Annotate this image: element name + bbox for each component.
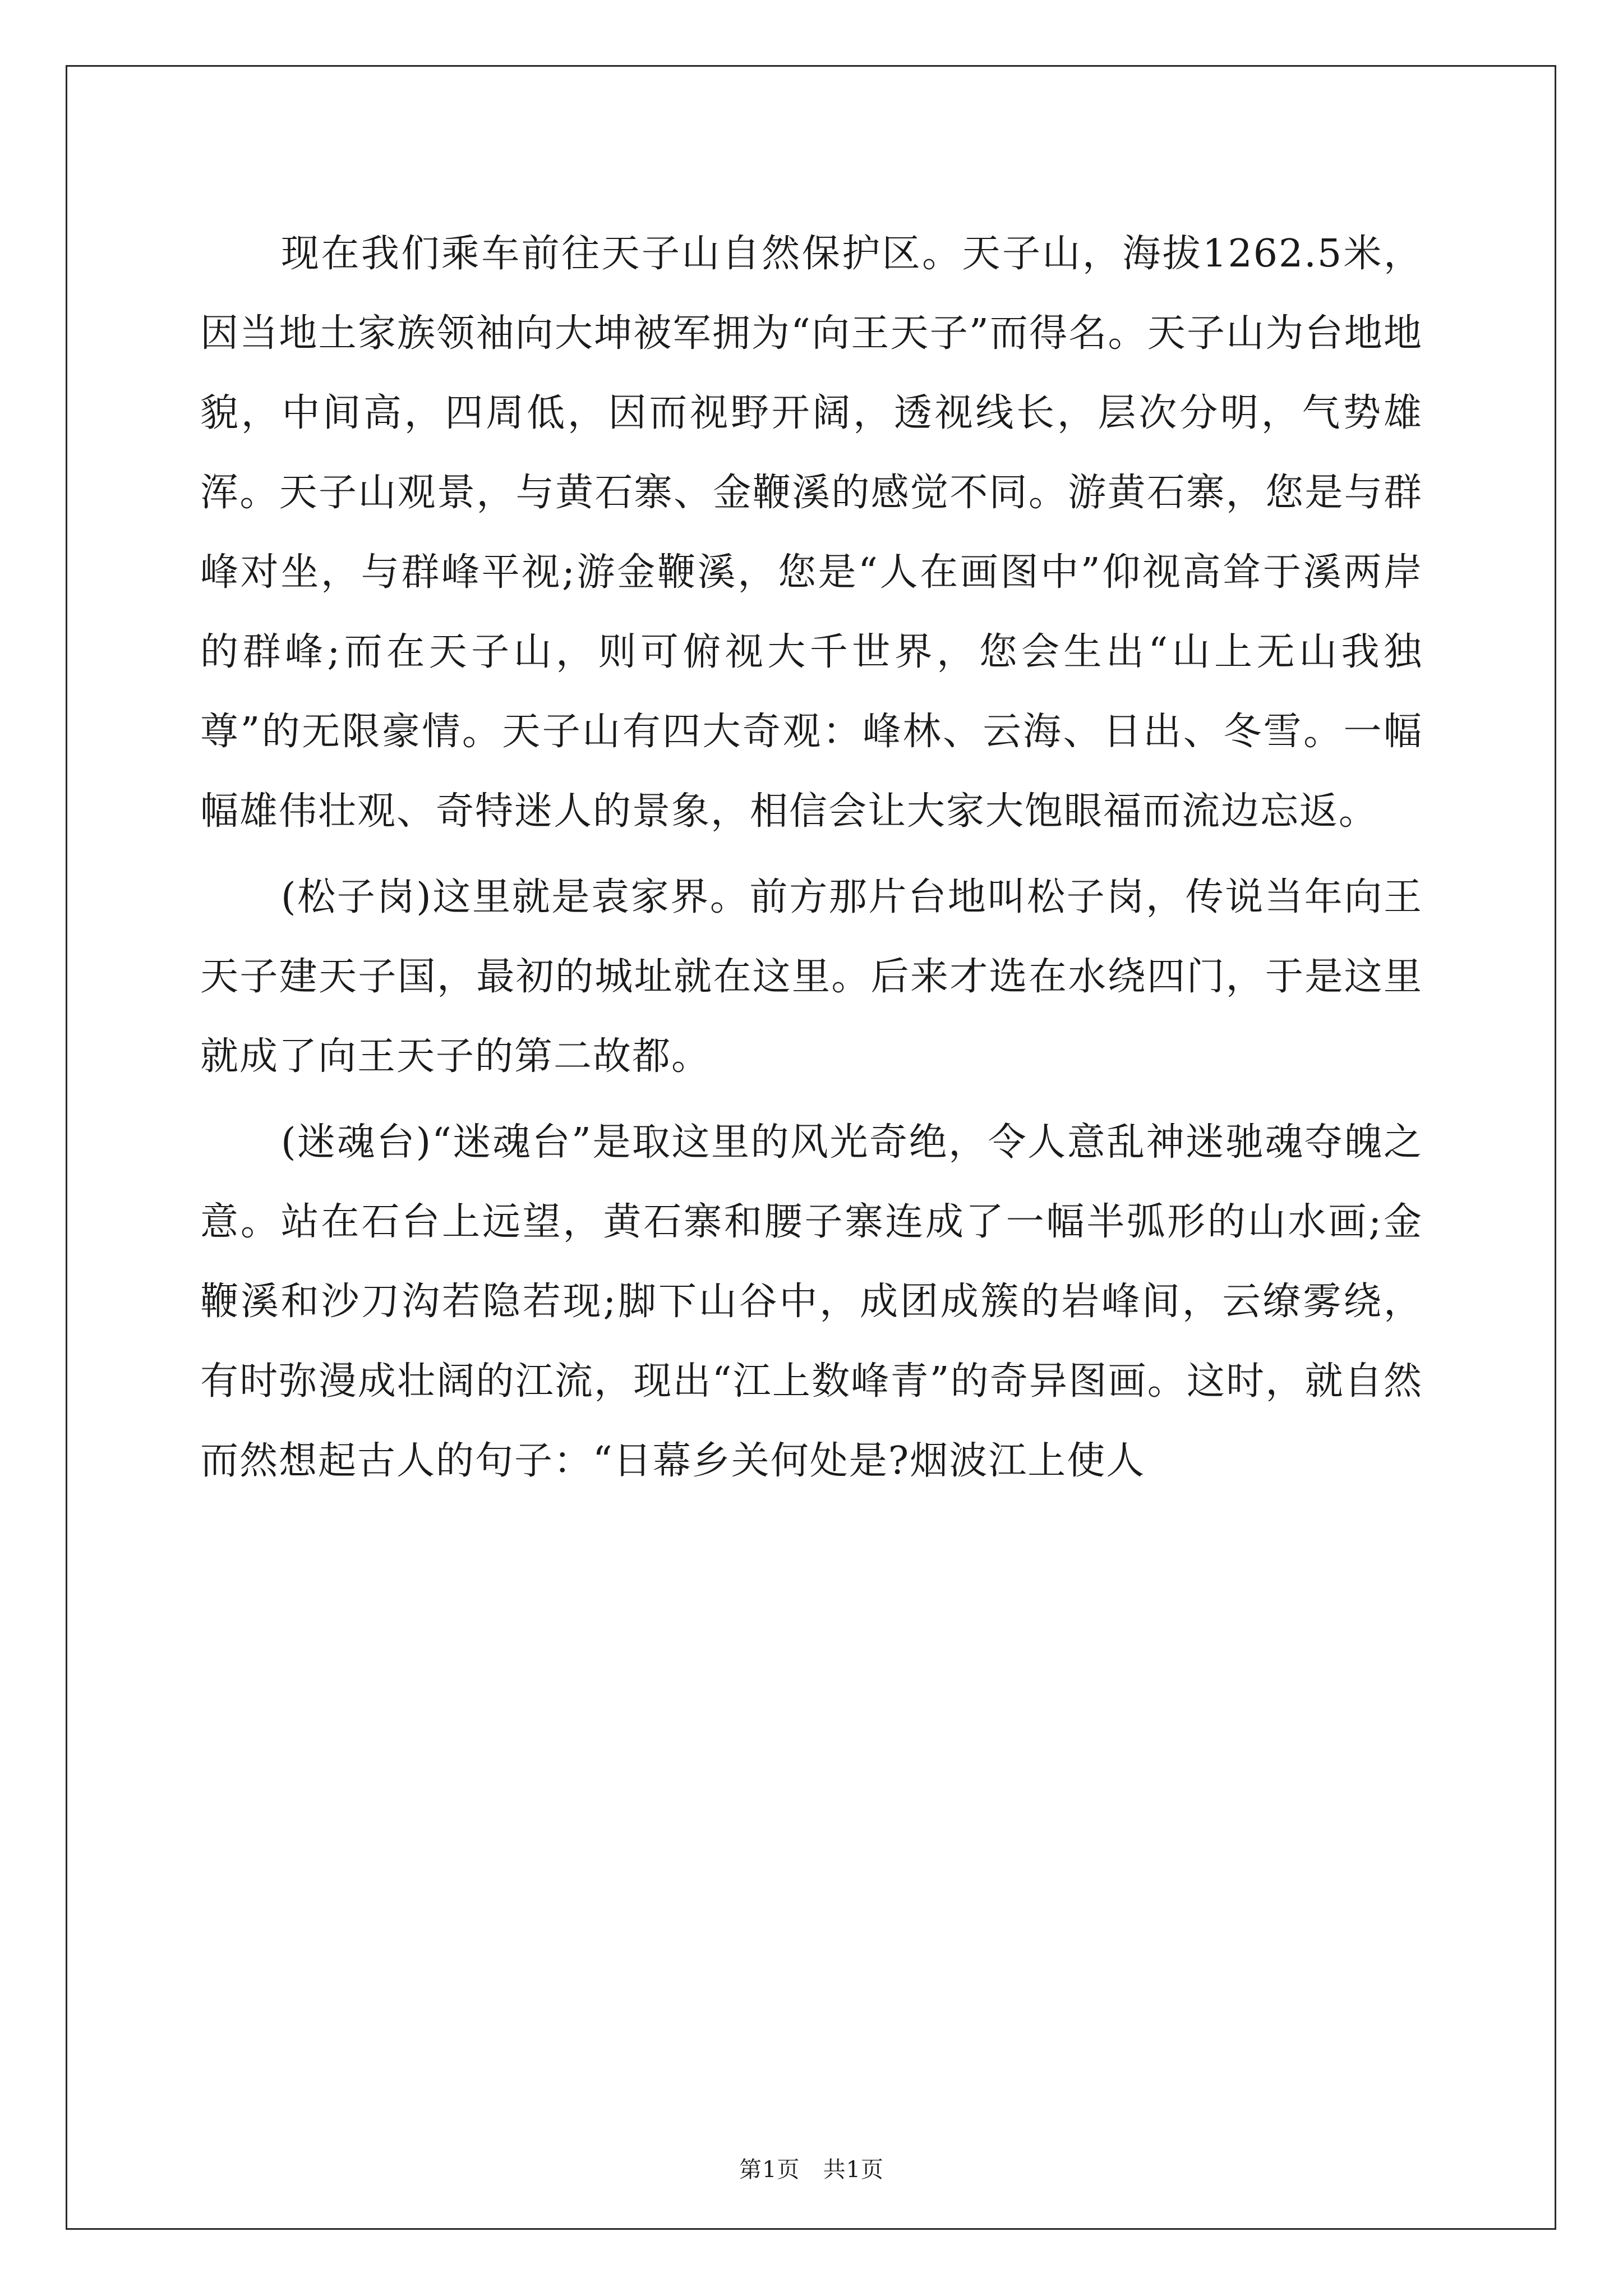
paragraph-songzigang: (松子岗)这里就是袁家界。前方那片台地叫松子岗，传说当年向王天子建天子国，最初的城址就在这里。后来才选在水绕四门，于是这里就成了向王天子的第二故都。	[200, 875, 1423, 1079]
page-footer	[0, 2152, 1623, 2184]
paragraph-tianzishan-intro: 现在我们乘车前往天子山自然保护区。天子山，海拔1262.5米，因当地土家族领袖向大坤被军拥为“向王天子”而得名。天子山为台地地貌，中间高，四周低，因而视野开阔，透视线长，层次分明，气势雄浑。天子山观景，与黄石寨、金鞭溪的感觉不同。游黄石寨，您是与群峰对坐，与群峰平视;游金鞭溪，您是“人在画图中”仰视高耸于溪两岸的群峰;而在天子山，则可俯视大千世界，您会生出“山上无山我独尊”的无限豪情。天子山有四大奇观：峰林、云海、日出、冬雪。一幅幅雄伟壮观、奇特迷人的景象，相信会让大家大饱眼福而流边忘返。	[200, 232, 1423, 834]
document-body	[200, 214, 1423, 1507]
paragraph-mihuntai: (迷魂台)“迷魂台”是取这里的风光奇绝，令人意乱神迷驰魂夺魄之意。站在石台上远望，黄石寨和腰子寨连成了一幅半弧形的山水画;金鞭溪和沙刀沟若隐若现;脚下山谷中，成团成簇的岩峰间，云缭雾绕，有时弥漫成壮阔的江流，现出“江上数峰青”的奇异图画。这时，就自然而然想起古人的句子：“日幕乡关何处是?烟波江上使人	[200, 1120, 1423, 1483]
page-number: 第1页	[739, 2157, 800, 2183]
page-total: 共1页	[823, 2157, 884, 2183]
